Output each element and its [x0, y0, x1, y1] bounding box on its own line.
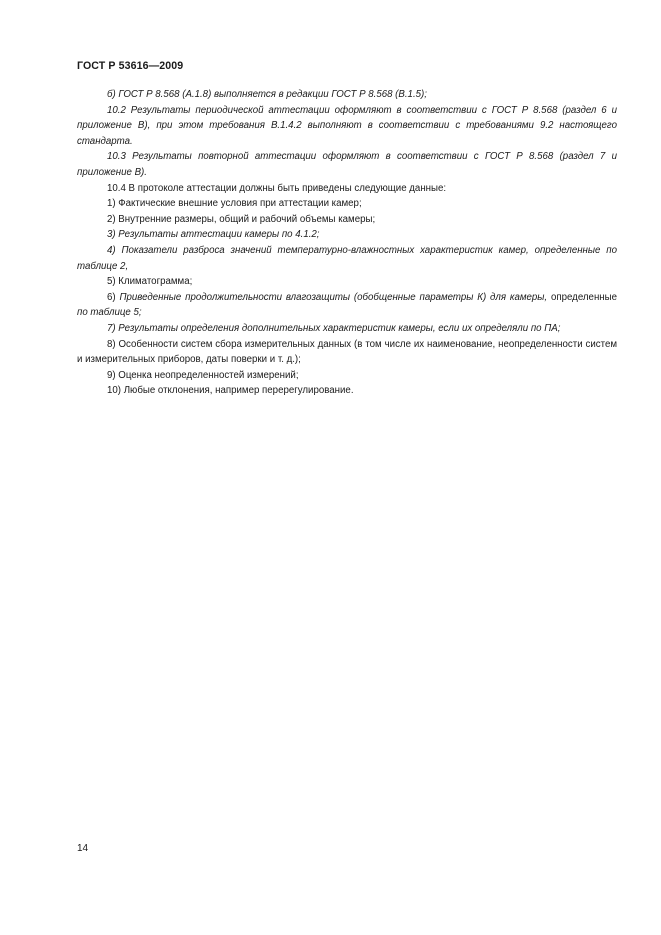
list-item-6 — [77, 290, 617, 321]
list-item-4: 4) Показатели разброса значений температурно-влажностных характеристик камер, определенные по таблице 2, — [77, 244, 617, 272]
paragraph-10-3: 10.3 Результаты повторной аттестации оформляют в соответствии с ГОСТ Р 8.568 (раздел 7 и приложение В). — [77, 151, 617, 178]
list-item-1: 1) Фактические внешние условия при аттестации камер; — [107, 198, 362, 210]
page-number: 14 — [77, 843, 89, 854]
list-item-6-italic-ref: по таблице 5; — [77, 307, 142, 319]
document-code-header: ГОСТ Р 53616—2009 — [77, 60, 184, 72]
list-item-6-number: 6) — [107, 291, 120, 303]
document-body — [77, 87, 617, 399]
list-item-2: 2) Внутренние размеры, общий и рабочий объемы камеры; — [107, 213, 376, 225]
paragraph-10-4: 10.4 В протоколе аттестации должны быть приведены следующие данные: — [107, 182, 447, 194]
list-item-6-plain: определенные — [547, 291, 617, 303]
list-item-8: 8) Особенности систем сбора измерительных данных (в том числе их наименование, неопределенности систем и измерительных приборов, даты поверки и т. д.); — [77, 338, 617, 366]
list-item-10: 10) Любые отклонения, например перерегулирование. — [107, 385, 354, 397]
list-item-3: 3) Результаты аттестации камеры по 4.1.2; — [107, 229, 320, 241]
paragraph-10-1-b: б) ГОСТ Р 8.568 (А.1.8) выполняется в редакции ГОСТ Р 8.568 (В.1.5); — [107, 89, 427, 100]
list-item-6-italic: Приведенные продолжительности влагозащиты (обобщенные параметры К) для камеры, — [119, 291, 548, 303]
list-item-5: 5) Климатограмма; — [107, 276, 193, 288]
list-item-9: 9) Оценка неопределенностей измерений; — [107, 369, 299, 381]
list-item-7: 7) Результаты определения дополнительных характеристик камеры, если их определяли по ПА; — [107, 322, 561, 334]
paragraph-10-2: 10.2 Результаты периодической аттестации оформляют в соответствии с ГОСТ Р 8.568 (раздел 6 и приложение В), при этом требования В.1.4.2 выполняют в соответствии с требованиями 9.2 настоящего стандарта. — [77, 104, 617, 147]
